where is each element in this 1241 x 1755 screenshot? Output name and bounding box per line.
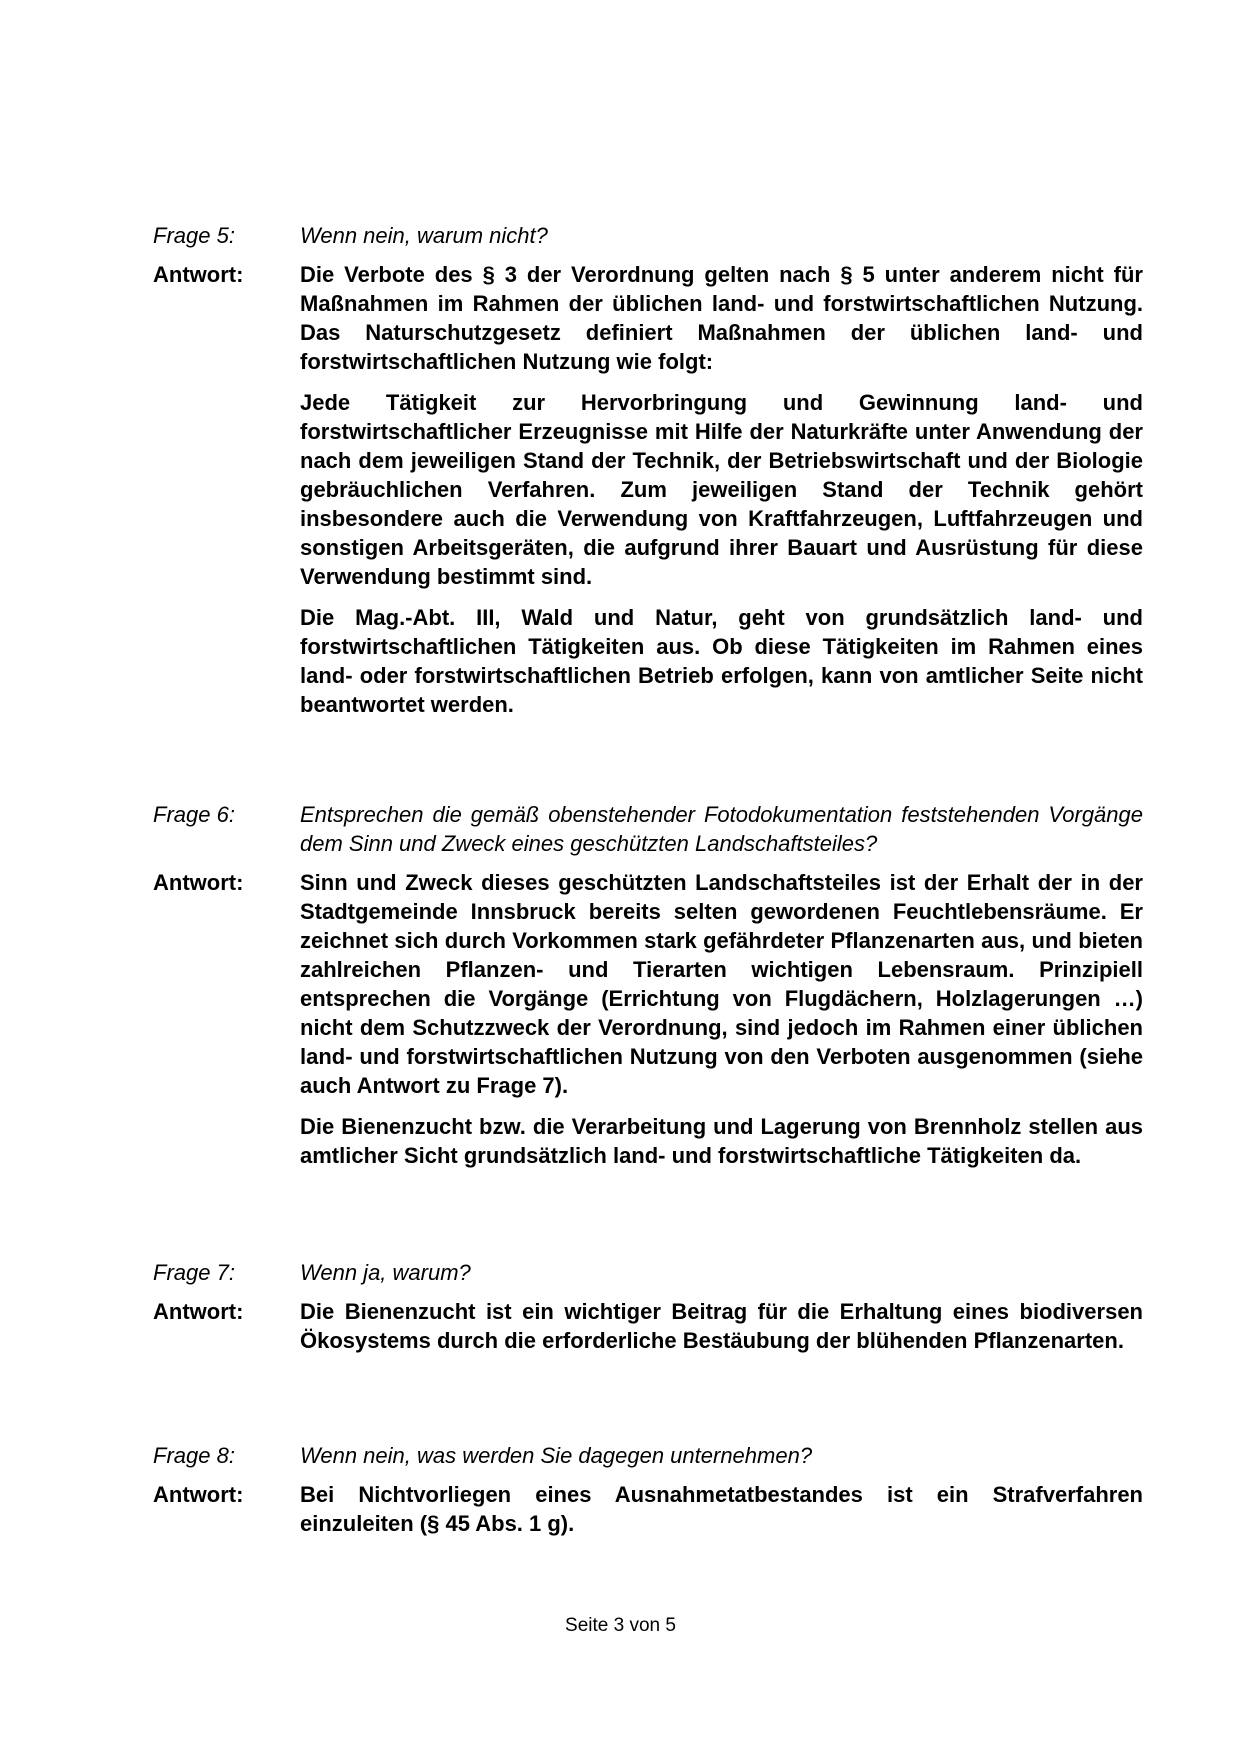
answer-paragraph: Bei Nichtvorliegen eines Ausnahmetatbestandes ist ein Strafverfahren einzuleiten (§ 45 Abs. 1 g). (300, 1482, 1143, 1536)
answer-text (300, 868, 1143, 1170)
page-number-footer: Seite 3 von 5 (565, 1615, 676, 1636)
answer-label: Antwort: (153, 870, 244, 895)
question-text: Wenn nein, was werden Sie dagegen unternehmen? (300, 1443, 813, 1468)
qa-block-frage-7 (153, 1258, 1143, 1355)
answer-text (300, 1297, 1143, 1355)
answer-text (300, 260, 1143, 719)
answer-label: Antwort: (153, 1299, 244, 1324)
answer-paragraph: Sinn und Zweck dieses geschützten Landschaftsteiles ist der Erhalt der in der Stadtgemeinde Innsbruck bereits selten gewordenen Feuchtlebensräume. Er zeichnet sich durch Vorkommen stark gefährdeter Pflanzenarten aus, und bieten zahlreichen Pflanzen- und Tierarten wichtigen Lebensraum. Prinzipiell entsprechen die Vorgänge (Errichtung von Flugdächern, Holzlagerungen …) nicht dem Schutzzweck der Verordnung, sind jedoch im Rahmen einer üblichen land- und forstwirtschaftlichen Nutzung von den Verboten ausgenommen (siehe auch Antwort zu Frage 7). (300, 870, 1143, 1098)
answer-paragraph: Die Verbote des § 3 der Verordnung gelten nach § 5 unter anderem nicht für Maßnahmen im Rahmen der üblichen land- und forstwirtschaftlichen Nutzung. Das Naturschutzgesetz definiert Maßnahmen der üblichen land- und forstwirtschaftlichen Nutzung wie folgt: (300, 262, 1143, 374)
answer-text (300, 1480, 1143, 1538)
answer-label: Antwort: (153, 262, 244, 287)
qa-block-frage-5 (153, 221, 1143, 719)
answer-label: Antwort: (153, 1482, 244, 1507)
answer-row (153, 260, 1143, 719)
question-label: Frage 7: (153, 1260, 235, 1285)
question-label: Frage 5: (153, 223, 235, 248)
answer-row (153, 868, 1143, 1170)
question-label: Frage 8: (153, 1443, 235, 1468)
question-row (153, 1441, 1143, 1470)
answer-paragraph: Die Bienenzucht bzw. die Verarbeitung und Lagerung von Brennholz stellen aus amtlicher Sicht grundsätzlich land- und forstwirtschaftliche Tätigkeiten da. (300, 1114, 1143, 1168)
qa-block-frage-6 (153, 800, 1143, 1170)
answer-row (153, 1480, 1143, 1538)
answer-paragraph: Jede Tätigkeit zur Hervorbringung und Gewinnung land- und forstwirtschaftlicher Erzeugnisse mit Hilfe der Naturkräfte unter Anwendung der nach dem jeweiligen Stand der Technik, der Betriebswirtschaft und der Biologie gebräuchlichen Verfahren. Zum jeweiligen Stand der Technik gehört insbesondere auch die Verwendung von Kraftfahrzeugen, Luftfahrzeugen und sonstigen Arbeitsgeräten, die aufgrund ihrer Bauart und Ausrüstung für diese Verwendung bestimmt sind. (300, 390, 1143, 589)
question-row (153, 1258, 1143, 1287)
question-row (153, 800, 1143, 858)
question-text: Wenn ja, warum? (300, 1260, 471, 1285)
question-label: Frage 6: (153, 802, 235, 827)
answer-paragraph: Die Bienenzucht ist ein wichtiger Beitrag für die Erhaltung eines biodiversen Ökosystems durch die erforderliche Bestäubung der blühenden Pflanzenarten. (300, 1299, 1143, 1353)
answer-paragraph: Die Mag.-Abt. III, Wald und Natur, geht von grundsätzlich land- und forstwirtschaftlichen Tätigkeiten aus. Ob diese Tätigkeiten im Rahmen eines land- oder forstwirtschaftlichen Betrieb erfolgen, kann von amtlicher Seite nicht beantwortet werden. (300, 605, 1143, 717)
qa-block-frage-8 (153, 1441, 1143, 1538)
question-row (153, 221, 1143, 250)
question-text: Wenn nein, warum nicht? (300, 223, 548, 248)
question-text: Entsprechen die gemäß obenstehender Fotodokumentation feststehenden Vorgänge dem Sinn und Zweck eines geschützten Landschaftsteiles? (300, 802, 1143, 856)
answer-row (153, 1297, 1143, 1355)
